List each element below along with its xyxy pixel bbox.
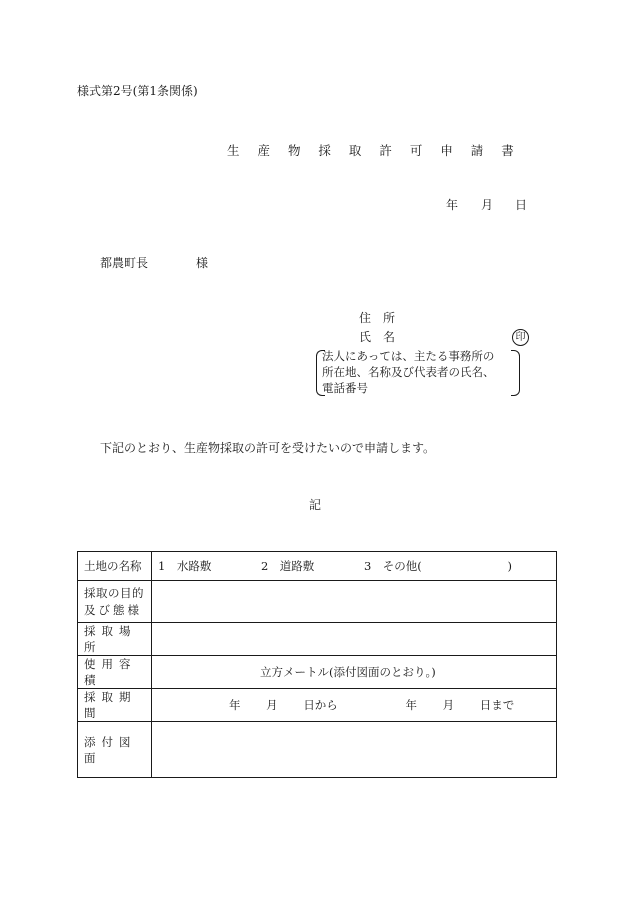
row-period (78, 689, 557, 722)
option-other: 3 その他( (363, 559, 422, 573)
seal-mark: 印 (512, 329, 529, 346)
land-name-label: 土地の名称 (78, 552, 152, 581)
row-drawings (78, 722, 557, 778)
address-label: 住 所 (359, 311, 396, 325)
period-from-month: 月 (266, 698, 278, 712)
period-from-day: 日から (303, 698, 338, 712)
period-label: 採取期間 (78, 689, 152, 722)
row-land-name (78, 552, 557, 581)
period-from-year: 年 (229, 698, 241, 712)
note-line: 法人にあっては、主たる事務所の (322, 349, 495, 363)
row-volume (78, 656, 557, 689)
date-day: 日 (515, 198, 528, 212)
date-month: 月 (481, 198, 494, 212)
body-text: 下記のとおり、生産物採取の許可を受けたいので申請します。 (100, 441, 436, 455)
period-value (152, 689, 557, 722)
drawings-value[interactable] (152, 722, 557, 778)
period-to-month: 月 (442, 698, 455, 712)
purpose-label-line1: 採取の目的 (84, 585, 144, 600)
row-place (78, 623, 557, 656)
drawings-label: 添付図面 (78, 722, 152, 778)
form-number: 様式第2号(第1条関係) (77, 84, 198, 98)
addressee-name: 都農町長 (100, 256, 149, 270)
name-label: 氏 名 (359, 330, 396, 344)
place-label: 採取場所 (78, 623, 152, 656)
purpose-label (78, 581, 152, 623)
volume-label: 使用容積 (78, 656, 152, 689)
note-line: 電話番号 (322, 381, 368, 395)
option-road: 2 道路敷 (260, 559, 315, 573)
volume-value: 立方メートル(添付図面のとおり。) (152, 656, 557, 689)
land-name-options (152, 552, 557, 581)
note-line: 所在地、名称及び代表者の氏名、 (322, 365, 495, 379)
date-year: 年 (446, 198, 459, 212)
option-other-close: ) (507, 559, 512, 573)
record-heading: 記 (309, 498, 322, 512)
purpose-value[interactable] (152, 581, 557, 623)
purpose-label-line2: 及び態様 (84, 602, 142, 617)
place-value[interactable] (152, 623, 557, 656)
application-table (77, 551, 557, 778)
period-to-day: 日まで (479, 698, 515, 712)
period-to-year: 年 (405, 698, 417, 712)
addressee-honorific: 様 (196, 256, 209, 270)
page-title: 生 産 物 採 取 許 可 申 請 書 (227, 143, 521, 158)
corporate-note (322, 348, 516, 396)
option-waterway: 1 水路敷 (158, 559, 212, 573)
row-purpose (78, 581, 557, 623)
